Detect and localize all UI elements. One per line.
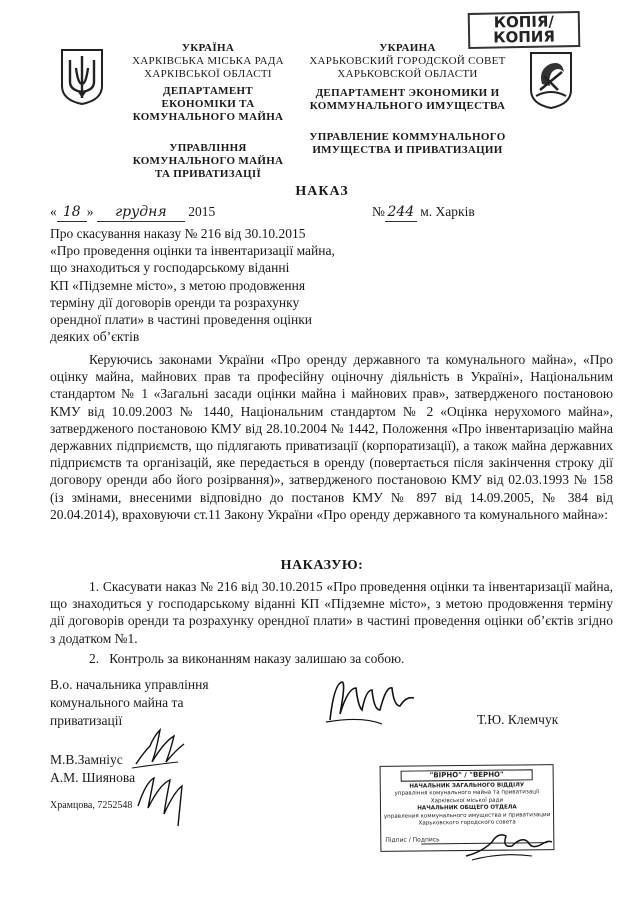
verify-stamp-heading: "ВІРНО" / "ВЕРНО" xyxy=(401,769,533,781)
date-quote-close: » xyxy=(86,204,94,219)
verify-stamp-line: НАЧАЛЬНИК ЗАГАЛЬНОГО ВІДДІЛУ xyxy=(409,782,525,790)
verify-stamp-sign-label: Підпис / Подпись xyxy=(385,836,440,844)
date-year: 2015 xyxy=(188,204,216,219)
department-label-2: ЕКОНОМІКИ ТА xyxy=(161,98,255,110)
region-label: ХАРКІВСЬКОЇ ОБЛАСТІ xyxy=(144,68,272,80)
preamble-paragraph: Керуючись законами України «Про оренду державного та комунального майна», «Про оцінку майна, майнових прав та професійну оціночну діяльність в Україні», Національним стандартом № 1 «Загальні засади оцінки майна і майнових прав», затвердженого постановою КМУ від 10.09.2003 № 1440, Національним стандартом № 2 «Оцінка нерухомого майна», затвердженого постановою КМУ від 28.10.2004 № 1442, Положення «Про інвентаризацію майна державних підприємств, що підлягають приватизації (корпоратизації), а також майна державних підприємств та організацій, яке передається в оренду (повертається після закінчення строку дії договору оренди або його розірвання)», затвердженого постановою КМУ від 02.03.1993 № 158 (із змінами, внесеними відповідно до постанов КМУ № 897 від 14.09.2005, № 384 від 20.04.2014), враховуючи ст.11 Закону України «Про оренду державного та комунального майна»: xyxy=(50,352,613,522)
verify-stamp-line: Харківської міської ради xyxy=(430,797,504,805)
order-word: НАКАЗУЮ: xyxy=(280,558,364,573)
subject-line: КП «Підземне місто», з метою продовження xyxy=(50,277,306,293)
order-item-1: 1. Скасувати наказ № 216 від 30.10.2015 «Про проведення оцінки та інвентаризації майна, що знаходиться у господарському віданні КП «Підземне місто», з метою продовження терміну дії договорів оренди та розрахунку орендної плати» в частині проведення оцінки об’єктів згідно з додатком №1. xyxy=(50,579,613,646)
subject-line: що знаходиться у господарському віданні xyxy=(50,260,290,276)
subject-line: Про скасування наказу № 216 від 30.10.2015 xyxy=(50,226,306,241)
approval-person-1: М.В.Замніус xyxy=(50,752,123,767)
subject-line: терміну дії договорів оренди та розрахунку xyxy=(50,294,300,310)
header-right xyxy=(300,42,515,157)
kharkiv-coat-of-arms-icon xyxy=(528,50,574,110)
department-label-1: ДЕПАРТАМЕНТ xyxy=(163,85,253,97)
approval-person-2: А.М. Шиянова xyxy=(50,770,136,785)
ukraine-coat-of-arms-icon xyxy=(60,48,104,106)
directorate-label-1: УПРАВЛІННЯ xyxy=(169,142,247,154)
signatory-position-line: комунального майна та xyxy=(50,695,184,710)
date-month: грудня xyxy=(97,204,185,222)
department-label-3: КОМУНАЛЬНОГО МАЙНА xyxy=(132,111,284,123)
copy-stamp xyxy=(468,11,581,49)
copy-stamp-line-1: КОПІЯ/ xyxy=(493,12,555,32)
signatory-position-line: приватизації xyxy=(50,713,123,728)
verification-signature xyxy=(462,822,554,866)
council-label-ru: ХАРЬКОВСКИЙ ГОРОДСКОЙ СОВЕТ xyxy=(309,55,506,67)
country-label-ru: УКРАИНА xyxy=(379,42,436,54)
order-item-2: 2. Контроль за виконанням наказу залишаю за собою. xyxy=(89,651,405,666)
number-sign: № xyxy=(372,204,385,219)
region-label-ru: ХАРЬКОВСКОЙ ОБЛАСТИ xyxy=(337,68,478,80)
date-day: 18 xyxy=(57,204,87,222)
department-label-ru-1: ДЕПАРТАМЕНТ ЭКОНОМИКИ И xyxy=(315,87,500,99)
document-title: НАКАЗ xyxy=(295,184,349,199)
signatory-position-line: В.о. начальника управління xyxy=(50,677,209,692)
directorate-label-ru-1: УПРАВЛЕНИЕ КОММУНАЛЬНОГО xyxy=(309,131,506,143)
council-label: ХАРКІВСЬКА МІСЬКА РАДА xyxy=(132,55,284,67)
subject-line: «Про проведення оцінки та інвентаризації майна, xyxy=(50,243,335,259)
subject-block xyxy=(50,225,370,345)
verify-stamp-line: НАЧАЛЬНИК ОБЩЕГО ОТДЕЛА xyxy=(417,804,517,812)
order-number-value: 244 xyxy=(385,204,417,222)
directorate-label-3: ТА ПРИВАТИЗАЦІЇ xyxy=(154,168,262,180)
verify-stamp-line: Харьковского городского совета xyxy=(418,819,516,827)
signatory-name: Т.Ю. Клемчук xyxy=(477,712,559,727)
executor: Храмцова, 7252548 xyxy=(50,800,133,811)
date-quote-open: « xyxy=(50,204,57,219)
copy-stamp-line-2: КОПИЯ xyxy=(493,27,556,47)
department-label-ru-2: КОММУНАЛЬНОГО ИМУЩЕСТВА xyxy=(309,100,506,112)
order-number xyxy=(372,203,475,222)
subject-line: деяких об’єктів xyxy=(50,329,140,345)
subject-line: орендної плати» в частині проведення оцінки xyxy=(50,312,312,328)
approval-signatures xyxy=(130,722,200,830)
directorate-label-ru-2: ИМУЩЕСТВА И ПРИВАТИЗАЦИИ xyxy=(312,144,503,156)
director-signature xyxy=(322,676,422,732)
directorate-label-2: КОМУНАЛЬНОГО МАЙНА xyxy=(132,155,284,167)
country-label: УКРАЇНА xyxy=(181,42,235,54)
city: м. Харків xyxy=(420,204,475,219)
verify-stamp-line: управления коммунального имущества и приватизации xyxy=(383,811,551,820)
order-date xyxy=(50,203,215,222)
verify-stamp-line: управління комунального майна та приватизації xyxy=(394,789,540,798)
header-left xyxy=(108,42,308,181)
